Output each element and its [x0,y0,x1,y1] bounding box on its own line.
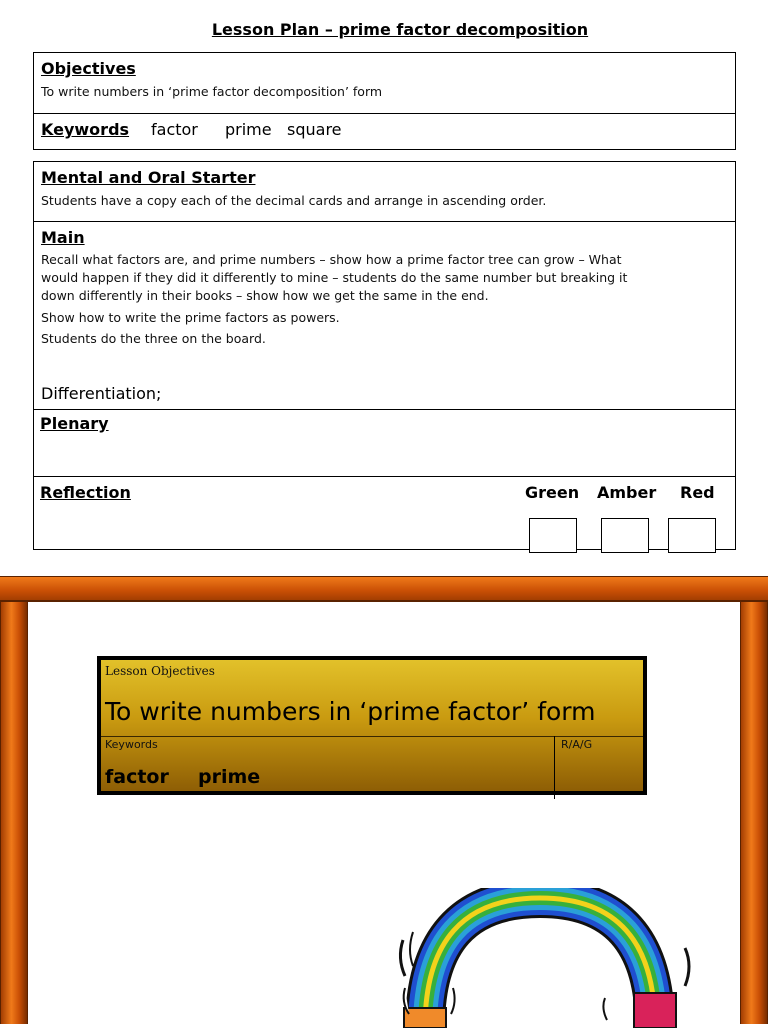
board-frame-top [0,576,768,602]
lesson-slide [0,576,768,1024]
plenary-heading: Plenary [40,414,109,433]
divider [34,113,735,114]
lesson-body-box [33,161,736,550]
slide-keyword-factor: factor [105,766,169,788]
rag-label: R/A/G [561,738,593,751]
main-line: down differently in their books – show how we get the same in the end. [41,288,489,303]
panel-divider [554,736,555,799]
main-line: Show how to write the prime factors as powers. [41,310,340,325]
main-line: Students do the three on the board. [41,331,266,346]
rag-amber-label: Amber [597,483,657,502]
differentiation-label: Differentiation; [41,384,162,403]
board-frame-left [0,602,28,1024]
objectives-heading: Objectives [41,59,136,78]
starter-text: Students have a copy each of the decimal cards and arrange in ascending order. [41,193,547,208]
main-line: would happen if they did it differently to mine – students do the same number but breaking it [41,270,628,285]
document-title: Lesson Plan – prime factor decomposition [211,20,589,39]
rainbow-clipart-icon [385,888,705,1028]
rag-green-checkbox[interactable] [529,518,577,553]
rag-red-checkbox[interactable] [668,518,716,553]
objectives-panel [97,656,647,795]
main-heading: Main [41,228,85,247]
keyword-factor: factor [151,120,198,139]
slide-keyword-prime: prime [198,766,261,788]
divider [34,476,735,477]
rag-green-label: Green [525,483,580,502]
divider [34,221,735,222]
divider [34,409,735,410]
lesson-objectives-label: Lesson Objectives [105,664,215,678]
rag-red-label: Red [680,483,715,502]
objectives-box [33,52,736,150]
panel-divider [101,736,643,737]
keyword-square: square [287,120,342,139]
board-frame-right [740,602,768,1024]
main-line: Recall what factors are, and prime numbers – show how a prime factor tree can grow – What [41,252,622,267]
slide-keywords-label: Keywords [105,738,158,751]
objectives-text: To write numbers in ‘prime factor decomposition’ form [41,84,383,99]
keyword-prime: prime [225,120,272,139]
starter-heading: Mental and Oral Starter [41,168,256,187]
reflection-heading: Reflection [40,483,131,502]
slide-objective: To write numbers in ‘prime factor’ form [105,697,596,726]
rag-amber-checkbox[interactable] [601,518,649,553]
keywords-heading: Keywords [41,120,130,139]
